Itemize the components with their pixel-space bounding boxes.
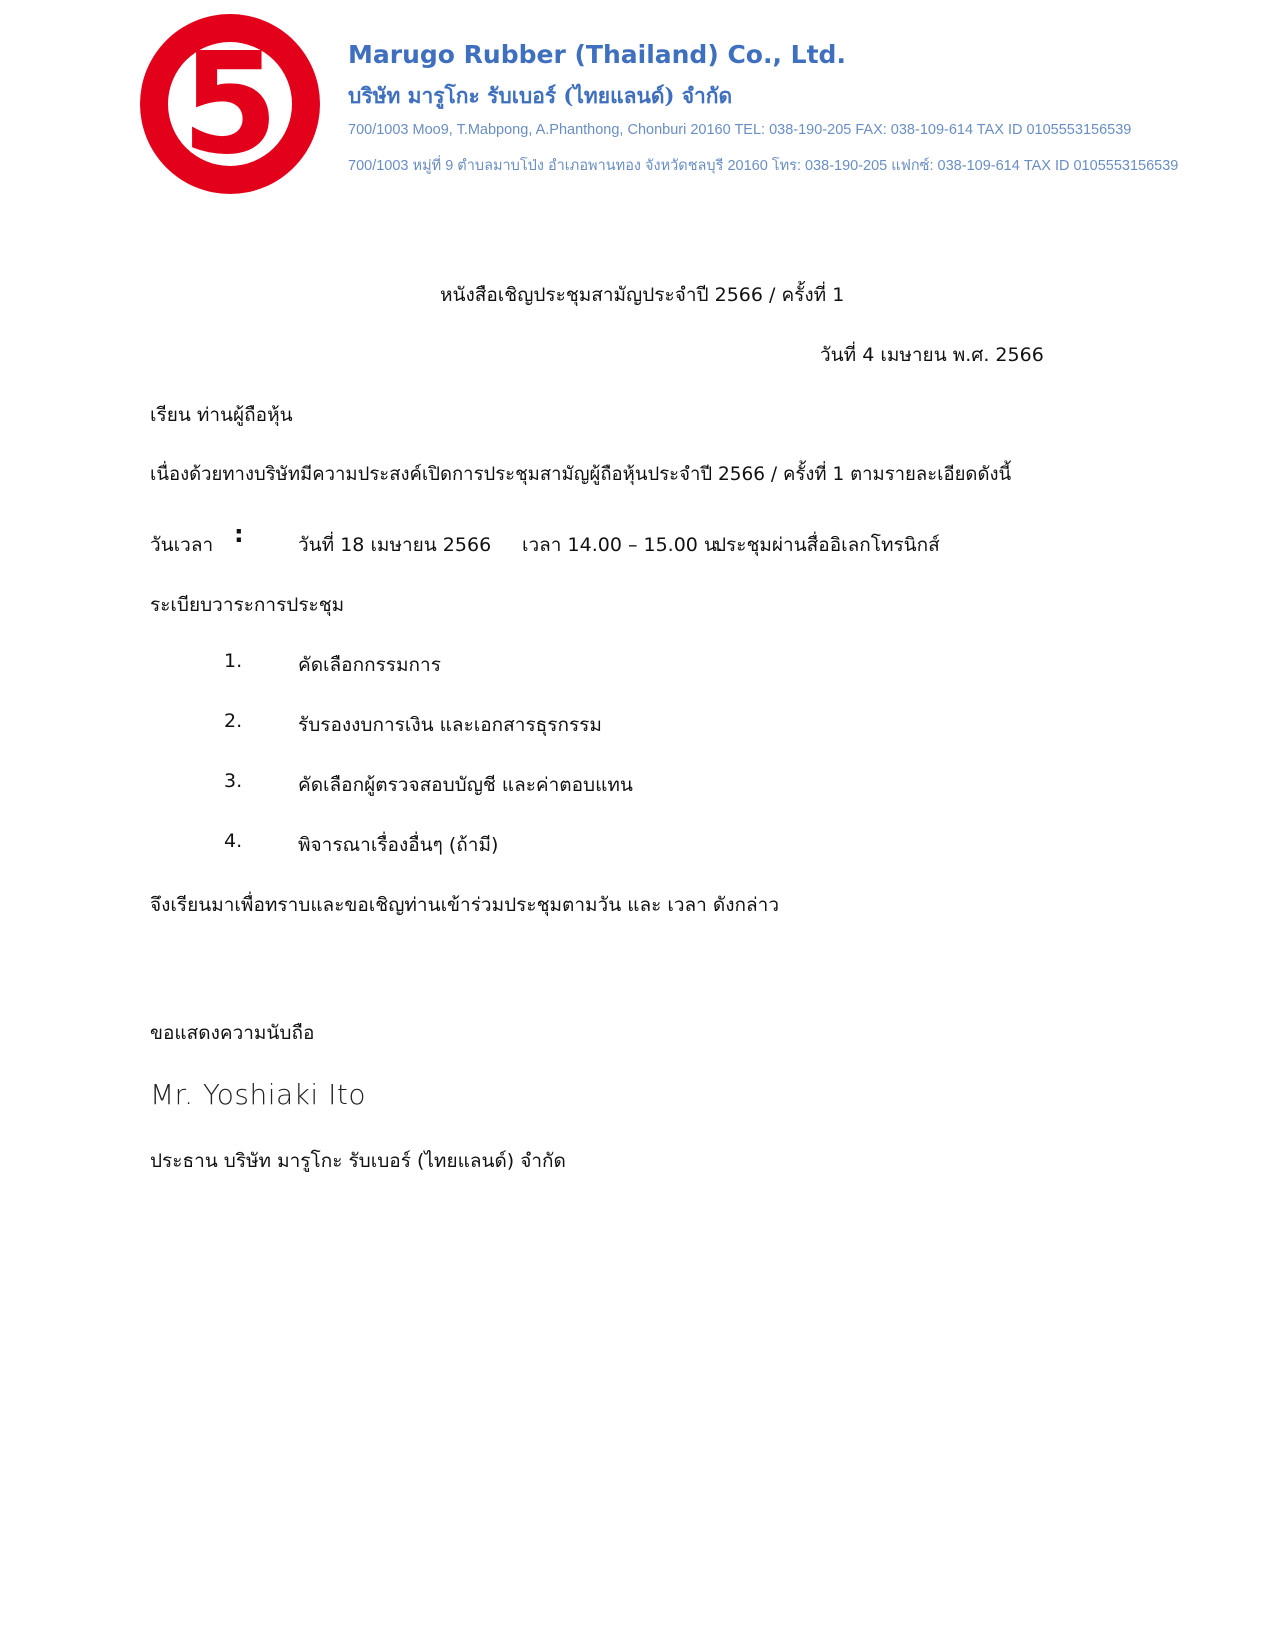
agenda-item bbox=[0, 650, 1275, 680]
letter-date: วันที่ 4 เมษายน พ.ศ. 2566 bbox=[820, 344, 1044, 366]
agenda-item bbox=[0, 830, 1275, 860]
company-logo bbox=[140, 14, 320, 194]
company-name-thai: บริษัท มารูโกะ รับเบอร์ (ไทยแลนด์) จำกัด bbox=[348, 83, 733, 108]
agenda-item-number: 4. bbox=[224, 830, 243, 852]
company-name-english: Marugo Rubber (Thailand) Co., Ltd. bbox=[348, 40, 846, 69]
datetime-colon: : bbox=[234, 520, 244, 548]
agenda-item bbox=[0, 710, 1275, 740]
company-address-thai: 700/1003 หมู่ที่ 9 ตำบลมาบโป่ง อำเภอพานทอง จังหวัดชลบุรี 20160 โทร: 038-190-205 แฟกซ์: 038-109-614 TAX ID 0105553156539 bbox=[348, 158, 1179, 174]
agenda-item bbox=[0, 770, 1275, 800]
logo-numeral: 5 bbox=[181, 23, 279, 186]
meeting-time: เวลา 14.00 – 15.00 น. bbox=[522, 534, 723, 556]
meeting-date: วันที่ 18 เมษายน 2566 bbox=[298, 534, 492, 556]
agenda-item-number: 3. bbox=[224, 770, 243, 792]
agenda-item-text: คัดเลือกผู้ตรวจสอบบัญชี และค่าตอบแทน bbox=[298, 774, 633, 796]
signer-name: Mr. Yoshiaki Ito bbox=[150, 1078, 366, 1111]
meeting-method: ประชุมผ่านสื่ออิเลกโทรนิกส์ bbox=[714, 534, 940, 556]
salutation: เรียน ท่านผู้ถือหุ้น bbox=[150, 404, 293, 426]
logo-five-icon bbox=[140, 14, 320, 194]
agenda-heading: ระเบียบวาระการประชุม bbox=[150, 594, 345, 616]
regards-line: ขอแสดงความนับถือ bbox=[150, 1022, 315, 1044]
agenda-item-text: พิจารณาเรื่องอื่นๆ (ถ้ามี) bbox=[298, 834, 499, 856]
closing-paragraph: จึงเรียนมาเพื่อทราบและขอเชิญท่านเข้าร่วมประชุมตามวัน และ เวลา ดังกล่าว bbox=[150, 894, 779, 916]
letter-title: หนังสือเชิญประชุมสามัญประจำปี 2566 / ครั้งที่ 1 bbox=[440, 284, 845, 306]
agenda-item-number: 1. bbox=[224, 650, 243, 672]
signer-title: ประธาน บริษัท มารูโกะ รับเบอร์ (ไทยแลนด์) จำกัด bbox=[150, 1150, 566, 1172]
agenda-item-text: รับรองงบการเงิน และเอกสารธุรกรรม bbox=[298, 714, 602, 736]
agenda-item-text: คัดเลือกกรรมการ bbox=[298, 654, 441, 676]
intro-paragraph: เนื่องด้วยทางบริษัทมีความประสงค์เปิดการประชุมสามัญผู้ถือหุ้นประจำปี 2566 / ครั้งที่ 1 ตามรายละเอียดดังนี้ bbox=[150, 464, 1012, 485]
company-address-english: 700/1003 Moo9, T.Mabpong, A.Phanthong, Chonburi 20160 TEL: 038-190-205 FAX: 038-109-614 TAX ID 0105553156539 bbox=[348, 122, 1132, 138]
datetime-label: วันเวลา bbox=[150, 534, 214, 556]
agenda-item-number: 2. bbox=[224, 710, 243, 732]
